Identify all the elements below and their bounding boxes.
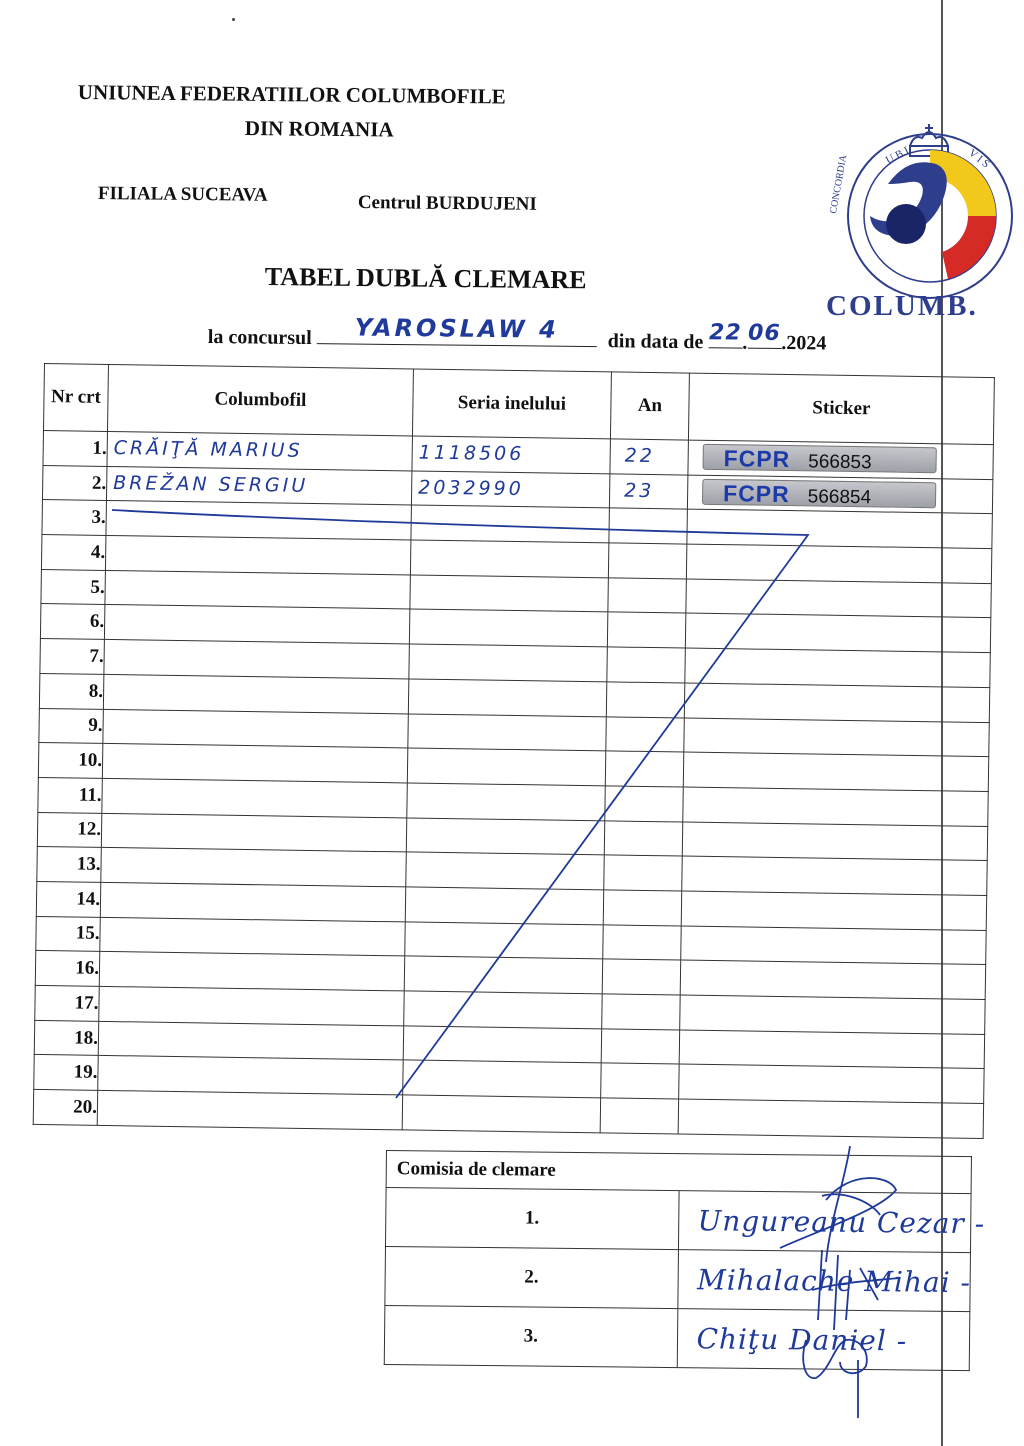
- row-number: 11.: [38, 777, 103, 813]
- sticker-cell: [685, 613, 990, 652]
- sticker-cell: [685, 648, 990, 687]
- ring-series-cell: [409, 609, 607, 647]
- ring-series-cell: [406, 817, 604, 855]
- year-cell: [604, 855, 683, 891]
- sticker-cell: [683, 787, 988, 826]
- commission-table: [384, 1150, 986, 1371]
- sticker-cell: [686, 544, 991, 583]
- columbofil-cell: [102, 744, 407, 783]
- row-number: 10.: [38, 743, 103, 779]
- row-number: 7.: [40, 639, 105, 675]
- year-cell: [601, 1063, 680, 1099]
- sticker-cell: [679, 1064, 984, 1103]
- sticker-prefix: FCPR: [723, 444, 791, 472]
- row-number: 14.: [36, 881, 101, 917]
- ring-year: 22: [624, 444, 656, 468]
- date-sep: .: [742, 331, 748, 354]
- sticker-cell: [683, 752, 988, 791]
- ring-series-cell: [409, 644, 607, 682]
- ring-series-cell: [412, 436, 610, 474]
- columbofil-cell: [102, 778, 407, 817]
- commission-nr: 2.: [385, 1247, 678, 1309]
- header-nr: Nr crt: [43, 364, 108, 432]
- columbofil-cell: [97, 1090, 402, 1129]
- ring-series-cell: [411, 471, 609, 509]
- svg-text:U B I: U B I: [883, 144, 911, 167]
- ring-series-cell: [407, 783, 605, 821]
- commission-member: [678, 1191, 986, 1253]
- year-cell: [600, 1098, 679, 1134]
- year-cell: [609, 508, 688, 544]
- columbofil-cell: [101, 848, 406, 887]
- date-month: 06: [747, 320, 781, 346]
- sticker-number: 566853: [808, 451, 872, 474]
- scan-speck: [232, 18, 235, 21]
- row-number: 1.: [43, 431, 108, 467]
- commission-header-row: [386, 1151, 971, 1194]
- sticker-label: [702, 444, 936, 473]
- header-sticker: Sticker: [688, 373, 994, 445]
- sticker-cell: [684, 683, 989, 722]
- sticker-cell: [688, 440, 993, 479]
- sticker-cell: [682, 856, 987, 895]
- sticker-cell: [680, 995, 985, 1034]
- year-cell: [605, 751, 684, 787]
- year-cell: [602, 994, 681, 1030]
- ring-series-cell: [408, 713, 606, 751]
- columbofil-cell: [100, 882, 405, 921]
- row-number: 16.: [35, 951, 100, 987]
- year-cell: [605, 786, 684, 822]
- org-name-line2: DIN ROMANIA: [244, 116, 394, 142]
- header-an: An: [610, 372, 689, 440]
- contest-line: [207, 313, 827, 355]
- ring-series-cell: [402, 1095, 600, 1133]
- row-number: 2.: [42, 465, 107, 501]
- row-number: 17.: [35, 985, 100, 1021]
- sticker-cell: [686, 579, 991, 618]
- year-cell: [604, 820, 683, 856]
- ring-series: 2032990: [418, 476, 524, 501]
- year-cell: [609, 474, 688, 510]
- row-number: 18.: [34, 1020, 99, 1056]
- columbofil-cell: [104, 605, 409, 644]
- year-cell: [601, 1029, 680, 1065]
- ring-series-cell: [407, 748, 605, 786]
- columbofil-name: CRĂIŢĂ MARIUS: [113, 437, 303, 463]
- ring-series-cell: [403, 1026, 601, 1064]
- commission-row: [384, 1305, 970, 1370]
- contest-name-blank: [317, 313, 597, 347]
- columbofil-cell: [101, 813, 406, 852]
- ring-series-cell: [410, 540, 608, 578]
- date-month-blank: [747, 320, 781, 349]
- sticker-cell: [678, 1099, 983, 1138]
- columbofil-cell: [106, 466, 411, 505]
- sticker-cell: [679, 1030, 984, 1069]
- year-cell: [607, 612, 686, 648]
- branch-label: FILIALA SUCEAVA: [97, 183, 268, 206]
- ring-series-cell: [411, 505, 609, 543]
- contest-label: la concursul: [207, 325, 312, 350]
- year-cell: [606, 682, 685, 718]
- commission-nr: 3.: [384, 1305, 677, 1367]
- year-cell: [608, 578, 687, 614]
- ring-series-cell: [408, 679, 606, 717]
- ring-series-cell: [404, 956, 602, 994]
- row-number: 15.: [36, 916, 101, 952]
- sticker-cell: [684, 718, 989, 757]
- svg-text:CONCORDIA: CONCORDIA: [828, 154, 850, 215]
- row-number: 9.: [39, 708, 104, 744]
- year-cell: [608, 543, 687, 579]
- row-number: 6.: [40, 604, 105, 640]
- date-year: .2024: [781, 332, 827, 355]
- ring-series-cell: [403, 1060, 601, 1098]
- columbofil-cell: [103, 709, 408, 748]
- sticker-number: 566854: [807, 485, 872, 508]
- columbofil-cell: [98, 1056, 403, 1095]
- row-number: 13.: [37, 847, 102, 883]
- svg-text:V I S: V I S: [966, 146, 992, 171]
- date-day: 22: [708, 320, 742, 346]
- sticker-cell: [680, 960, 985, 999]
- sticker-prefix: FCPR: [722, 479, 790, 507]
- commission-row: [385, 1188, 971, 1253]
- sticker-cell: [687, 475, 992, 514]
- ring-series: 1118506: [418, 441, 525, 466]
- year-cell: [607, 647, 686, 683]
- contest-name: YAROSLAW 4: [354, 313, 559, 344]
- commission-member: [677, 1250, 970, 1312]
- sticker-cell: [681, 926, 986, 965]
- year-cell: [606, 716, 685, 752]
- sticker-label: [702, 478, 936, 507]
- commission-member-name: Mihalache Mihai -: [696, 1262, 972, 1299]
- row-number: 19.: [34, 1055, 99, 1091]
- row-number: 3.: [42, 500, 107, 536]
- year-cell: [603, 924, 682, 960]
- center-label: Centrul BURDUJENI: [357, 192, 537, 215]
- columbofil-cell: [106, 501, 411, 540]
- columbofil-cell: [105, 570, 410, 609]
- commission-nr: 1.: [385, 1188, 678, 1250]
- year-cell: [610, 439, 689, 475]
- columbofil-cell: [104, 640, 409, 679]
- columbofil-cell: [98, 1021, 403, 1060]
- columbofil-cell: [99, 986, 404, 1025]
- commission-member: [677, 1309, 970, 1371]
- ring-series-cell: [405, 922, 603, 960]
- commission-member-name: Ungureanu Cezar -: [697, 1203, 986, 1240]
- year-cell: [603, 890, 682, 926]
- sticker-cell: [687, 509, 992, 548]
- sticker-cell: [682, 822, 987, 861]
- ring-series-cell: [404, 991, 602, 1029]
- ring-series-cell: [406, 852, 604, 890]
- commission-member-name: Chiţu Daniel -: [696, 1321, 908, 1357]
- row-number: 12.: [37, 812, 102, 848]
- org-name-line1: UNIUNEA FEDERATIILOR COLUMBOFILE: [77, 80, 506, 109]
- columbofil-cell: [105, 536, 410, 575]
- commission-row: [385, 1247, 971, 1312]
- header-columbofil: Columbofil: [107, 364, 413, 436]
- columbofil-name: BREŽAN SERGIU: [113, 472, 309, 497]
- columbofil-cell: [103, 674, 408, 713]
- row-number: 20.: [33, 1089, 98, 1125]
- sticker-cell: [681, 891, 986, 930]
- year-cell: [602, 959, 681, 995]
- document-title: TABEL DUBLĂ CLEMARE: [264, 262, 587, 295]
- date-label: din data de: [607, 330, 704, 354]
- clamping-table: [33, 363, 994, 1139]
- row-number: 5.: [41, 569, 106, 605]
- columbofil-cell: [107, 431, 412, 470]
- ring-year: 23: [624, 479, 655, 503]
- ring-series-cell: [410, 575, 608, 613]
- commission-title: Comisia de clemare: [386, 1151, 971, 1194]
- logo-wordmark: COLUMB.: [826, 290, 978, 322]
- row-number: 8.: [39, 673, 104, 709]
- ring-series-cell: [405, 887, 603, 925]
- date-day-blank: [708, 320, 742, 348]
- row-number: 4.: [41, 535, 106, 571]
- columbofil-cell: [99, 952, 404, 991]
- columbofil-cell: [100, 917, 405, 956]
- header-seria: Seria inelului: [412, 369, 611, 439]
